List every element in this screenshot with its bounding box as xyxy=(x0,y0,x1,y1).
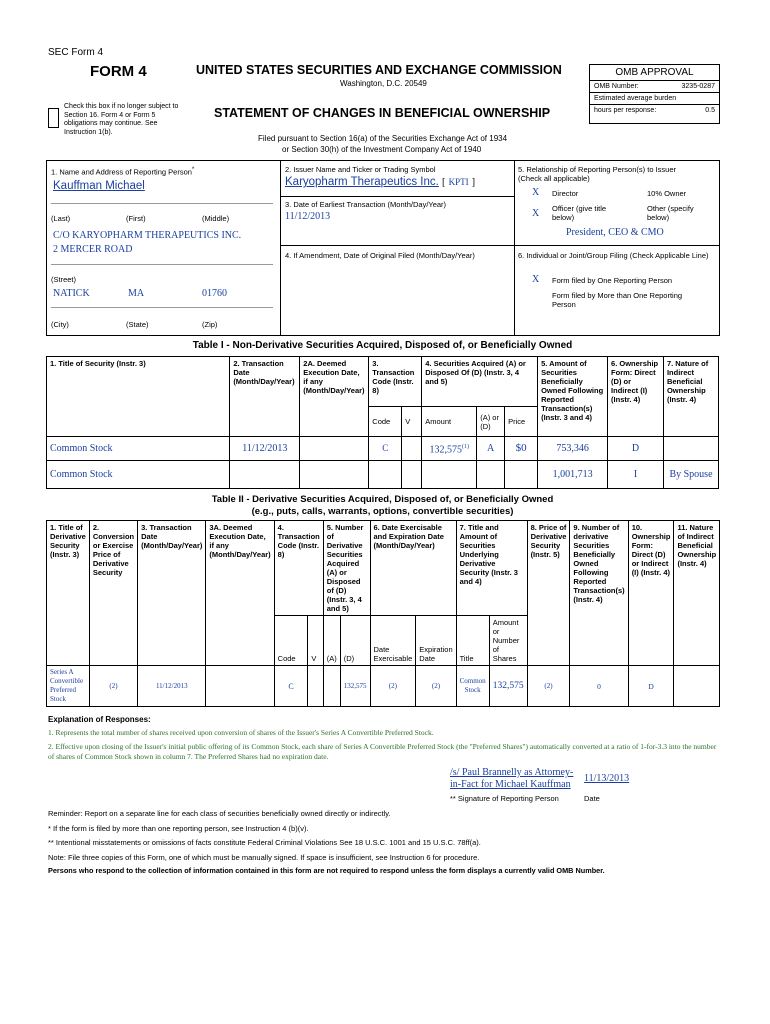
table2 xyxy=(46,520,720,707)
table-row xyxy=(47,666,720,707)
t2-h-exercise: 6. Date Exercisable and Expiration Date (Month/Day/Year) xyxy=(370,521,456,616)
no-longer-subject-checkbox[interactable] xyxy=(48,108,59,128)
first-label: (First) xyxy=(126,214,146,223)
t2-r1-owned: 0 xyxy=(570,666,628,707)
t1-r1-deemed xyxy=(300,437,369,461)
t1-h-code: 3. Transaction Code (Instr. 8) xyxy=(369,357,422,407)
reminder-text: Reminder: Report on a separate line for each class of securities beneficially owned directly or indirectly. xyxy=(48,809,391,818)
t1-h-owned: 5. Amount of Securities Beneficially Owned Following Reported Transaction(s) (Instr. 3 and 4) xyxy=(538,357,608,437)
street-label: (Street) xyxy=(51,275,77,284)
commission-location: Washington, D.C. 20549 xyxy=(340,79,427,88)
ten-percent-label: 10% Owner xyxy=(647,189,687,198)
t1-r2-price xyxy=(505,461,538,489)
note-misstatements: ** Intentional misstatements or omissions of facts constitute Federal Criminal Violations See 18 U.S.C. 1001 and 15 U.S.C. 78ff(a). xyxy=(48,838,481,847)
statement-title: STATEMENT OF CHANGES IN BENEFICIAL OWNERSHIP xyxy=(214,106,551,120)
table1-title: Table I - Non-Derivative Securities Acquired, Disposed of, or Beneficially Owned xyxy=(192,340,573,351)
omb-hours-label: hours per response: xyxy=(594,107,657,114)
signature-date: 11/13/2013 xyxy=(584,773,630,784)
date-label: Date xyxy=(584,794,600,803)
t1-h-securities: 4. Securities Acquired (A) or Disposed Of (D) (Instr. 3, 4 and 5) xyxy=(422,357,538,407)
t2-h-date: 3. Transaction Date (Month/Day/Year) xyxy=(138,521,206,666)
zip-label: (Zip) xyxy=(202,320,218,329)
t2-h-number: 5. Number of Derivative Securities Acquired (A) or Disposed of (D) (Instr. 3, 4 and 5) xyxy=(323,521,370,616)
t1-r1-ad: A xyxy=(477,437,505,461)
issuer-name[interactable]: Karyopharm Therapeutics Inc. xyxy=(285,176,439,188)
state-value: MA xyxy=(128,288,145,299)
issuer-ticker: KPTI xyxy=(448,177,469,187)
t2-sub-code: Code xyxy=(274,616,308,666)
address-line1: C/O KARYOPHARM THERAPEUTICS INC. xyxy=(53,230,242,241)
officer-label: Officer (give title below) xyxy=(552,204,607,222)
t1-r1-form: D xyxy=(608,437,664,461)
t2-r1-utitle: Common Stock xyxy=(456,666,489,707)
one-person-label: Form filed by One Reporting Person xyxy=(552,276,673,285)
t1-r2-form: I xyxy=(608,461,664,489)
t1-r2-code xyxy=(369,461,402,489)
amendment-label: 4. If Amendment, Date of Original Filed (Month/Day/Year) xyxy=(285,251,475,260)
t1-h-title: 1. Title of Security (Instr. 3) xyxy=(47,357,230,437)
t2-h-price: 8. Price of Derivative Security (Instr. 5) xyxy=(527,521,570,666)
note-copies: Note: File three copies of this Form, one of which must be manually signed. If space is insufficient, see Instruction 6 for procedure. xyxy=(48,853,480,862)
t2-r1-d: 132,575 xyxy=(340,666,370,707)
table-row xyxy=(47,461,719,489)
table2-title: Table II - Derivative Securities Acquired, Disposed of, or Beneficially Owned (e.g., puts, calls, warrants, options, convertible securities) xyxy=(211,494,554,517)
more-person-label: Form filed by More than One Reporting Person xyxy=(552,291,683,309)
t1-r2-deemed xyxy=(300,461,369,489)
t2-sub-a: (A) xyxy=(323,616,340,666)
t1-sub-ad: (A) or (D) xyxy=(477,407,505,437)
t2-sub-exercisable: Date Exercisable xyxy=(370,616,416,666)
filing-type-label: 6. Individual or Joint/Group Filing (Check Applicable Line) xyxy=(518,251,709,260)
t2-r1-price: (2) xyxy=(527,666,570,707)
t2-r1-date: 11/12/2013 xyxy=(138,666,206,707)
t1-r1-nature xyxy=(663,437,718,461)
signature-label: ** Signature of Reporting Person xyxy=(450,794,559,803)
t2-h-deemed: 3A. Deemed Execution Date, if any (Month/Day/Year) xyxy=(206,521,274,666)
officer-mark[interactable]: X xyxy=(532,208,540,219)
t1-r2-amount xyxy=(422,461,477,489)
t2-h-conv: 2. Conversion or Exercise Price of Derivative Security xyxy=(89,521,137,666)
t2-r1-code: C xyxy=(274,666,308,707)
reporting-person-name[interactable]: Kauffman Michael xyxy=(53,180,145,192)
t1-r1-title: Common Stock xyxy=(47,437,230,461)
omb-burden-label: Estimated average burden xyxy=(590,93,719,105)
t1-r1-date: 11/12/2013 xyxy=(230,437,300,461)
middle-label: (Middle) xyxy=(202,214,230,223)
explanation-title: Explanation of Responses: xyxy=(48,715,151,724)
form-title: FORM 4 xyxy=(90,63,147,80)
t1-r2-ad xyxy=(477,461,505,489)
omb-title: OMB APPROVAL xyxy=(590,65,719,81)
filed-pursuant-line1: Filed pursuant to Section 16(a) of the Securities Exchange Act of 1934 xyxy=(258,134,508,143)
t1-r2-v xyxy=(402,461,422,489)
t2-h-form: 10. Ownership Form: Direct (D) or Indirect (I) (Instr. 4) xyxy=(628,521,674,666)
t1-r2-date xyxy=(230,461,300,489)
address-line2: 2 MERCER ROAD xyxy=(53,244,133,255)
t2-r1-deemed xyxy=(206,666,274,707)
earliest-date-label: 3. Date of Earliest Transaction (Month/Day/Year) xyxy=(285,200,447,209)
t2-sub-title: Title xyxy=(456,616,489,666)
t2-r1-a xyxy=(323,666,340,707)
omb-number-label: OMB Number: xyxy=(594,83,639,90)
t2-h-underlying: 7. Title and Amount of Securities Underlying Derivative Security (Instr. 3 and 4) xyxy=(456,521,527,616)
checkbox-text: Check this box if no longer subject to Section 16. Form 4 or Form 5 obligations may continue. See Instruction 1(b). xyxy=(64,103,179,136)
t1-r1-amount: 132,575$^{(1)}$ xyxy=(422,437,477,461)
t2-r1-exercisable: (2) xyxy=(370,666,416,707)
zip-value: 01760 xyxy=(202,288,227,299)
omb-approval-box xyxy=(589,64,720,124)
t2-r1-title: Series A Convertible Preferred Stock xyxy=(47,666,90,707)
last-label: (Last) xyxy=(51,214,71,223)
omb-number-value: 3235-0287 xyxy=(681,83,715,90)
t1-h-date: 2. Transaction Date (Month/Day/Year) xyxy=(230,357,300,437)
officer-title: President, CEO & CMO xyxy=(566,227,664,238)
table1 xyxy=(46,356,719,489)
t1-r2-title: Common Stock xyxy=(47,461,230,489)
city-label: (City) xyxy=(51,320,69,329)
issuer-label: 2. Issuer Name and Ticker or Trading Symbol xyxy=(285,165,436,174)
reporting-person-label: 1. Name and Address of Reporting Person* xyxy=(51,166,195,177)
t1-sub-v: V xyxy=(402,407,422,437)
t2-sub-expiration: Expiration Date xyxy=(416,616,456,666)
t1-r2-owned: 1,001,713 xyxy=(538,461,608,489)
city-value: NATICK xyxy=(53,288,90,299)
t2-r1-conv: (2) xyxy=(89,666,137,707)
t1-sub-code: Code xyxy=(369,407,402,437)
omb-hours-value: 0.5 xyxy=(705,107,715,114)
t2-r1-nature xyxy=(674,666,720,707)
t1-h-deemed: 2A. Deemed Execution Date, if any (Month/Day/Year) xyxy=(300,357,369,437)
t2-r1-amount: 132,575 xyxy=(489,666,527,707)
t2-r1-form: D xyxy=(628,666,674,707)
t2-r1-expiration: (2) xyxy=(416,666,456,707)
table-row xyxy=(47,437,719,461)
t2-sub-d: (D) xyxy=(340,616,370,666)
director-label: Director xyxy=(552,189,579,198)
t1-r1-code: C xyxy=(369,437,402,461)
t2-h-code: 4. Transaction Code (Instr. 8) xyxy=(274,521,323,616)
t2-sub-v: V xyxy=(308,616,323,666)
t2-h-owned: 9. Number of derivative Securities Beneficially Owned Following Reported Transaction(s) (Instr. 4) xyxy=(570,521,628,666)
relationship-label: 5. Relationship of Reporting Person(s) to Issuer (Check all applicable) xyxy=(518,165,676,183)
issuer-name-ticker: Karyopharm Therapeutics Inc. [ KPTI ] xyxy=(285,176,476,188)
signature: /s/ Paul Brannelly as Attorney- in-Fact for Michael Kauffman xyxy=(450,767,574,790)
t2-h-title: 1. Title of Derivative Security (Instr. 3) xyxy=(47,521,90,666)
footnote-1: 1. Represents the total number of shares received upon conversion of shares of the Issuer's Series A Convertible Preferred Stock. xyxy=(48,728,434,737)
state-label: (State) xyxy=(126,320,149,329)
other-label: Other (specify below) xyxy=(647,204,694,222)
footnote-2: 2. Effective upon closing of the Issuer's initial public offering of its Common Stock, each share of Series A Convertible Preferred Stock (the "Preferred Shares") automatically converted at a ratio of 1-for-3.3 into the number of shares of Common Stock shown in column 7. The Preferred Shares had no expiration date. xyxy=(48,742,717,761)
t1-r1-v xyxy=(402,437,422,461)
director-mark[interactable]: X xyxy=(532,187,540,198)
t1-sub-amount: Amount xyxy=(422,407,477,437)
note-multiple-filers: * If the form is filed by more than one reporting person, see Instruction 4 (b)(v). xyxy=(48,824,309,833)
earliest-date-value: 11/12/2013 xyxy=(285,211,331,222)
t2-h-nature: 11. Nature of Indirect Beneficial Ownership (Instr. 4) xyxy=(674,521,720,666)
t1-h-form: 6. Ownership Form: Direct (D) or Indirect (I) (Instr. 4) xyxy=(608,357,664,437)
t2-sub-amount: Amount or Number of Shares xyxy=(489,616,527,666)
t1-r2-nature: By Spouse xyxy=(663,461,718,489)
one-person-mark[interactable]: X xyxy=(532,274,540,285)
t1-h-nature: 7. Nature of Indirect Beneficial Ownership (Instr. 4) xyxy=(663,357,718,437)
t1-r1-owned: 753,346 xyxy=(538,437,608,461)
t2-r1-v xyxy=(308,666,323,707)
t1-r1-price: $0 xyxy=(505,437,538,461)
persons-notice: Persons who respond to the collection of information contained in this form are not required to respond unless the form displays a currently valid OMB Number. xyxy=(48,866,605,875)
commission-title: UNITED STATES SECURITIES AND EXCHANGE COMMISSION xyxy=(196,63,562,77)
t1-sub-price: Price xyxy=(505,407,538,437)
filed-pursuant-line2: or Section 30(h) of the Investment Company Act of 1940 xyxy=(282,145,482,154)
sec-form-label: SEC Form 4 xyxy=(48,47,104,58)
